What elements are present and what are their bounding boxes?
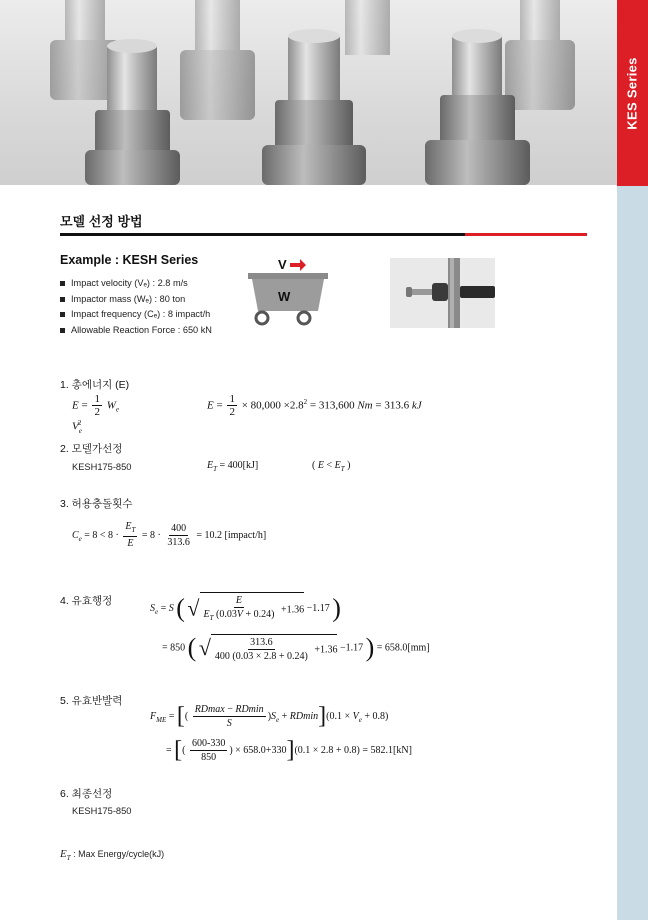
arrow-right-icon <box>290 259 306 271</box>
step-1-heading: 1. 총에너지 (E) <box>60 379 130 391</box>
list-item: Impactor mass (Wₑ) : 80 ton <box>60 292 212 308</box>
bullet-square-icon <box>60 328 65 333</box>
step-6-heading: 6. 최종선정 <box>60 788 113 800</box>
bullet-square-icon <box>60 297 65 302</box>
hero-product-photo <box>0 0 617 185</box>
weight-label: W <box>278 289 291 304</box>
kinetic-energy-calc: E = $\frac{1}{2}$ × $80,000 \times 2.8^2 = 313,600$ Nm = 313.6 kJ <box>207 393 422 418</box>
step-3-heading: 3. 허용충돌횟수 <box>60 498 133 510</box>
final-model: KESH175-850 <box>72 806 132 816</box>
cart-diagram <box>244 255 334 327</box>
reaction-force-formula: $F_{ME}$ = [( $\frac{RDmax - RDmin}{S}$ )$S_e + RDmin](0.1 \times V_e + 0.8)$ <box>150 703 389 729</box>
wheel-icon <box>298 312 310 324</box>
spec-list <box>60 276 212 338</box>
footnote: $E_T$ : Max Energy/cycle(kJ) <box>60 848 165 862</box>
shock-absorber-photo <box>0 0 617 185</box>
sidebar-tab-label <box>617 0 648 186</box>
series-label: KES Series <box>625 56 640 130</box>
list-item: Impact velocity (Vₑ) : 2.8 m/s <box>60 276 212 292</box>
mounted-unit-photo <box>390 258 495 328</box>
title-rule <box>60 233 465 236</box>
list-item: Impact frequency (Cₑ) : 8 impact/h <box>60 307 212 323</box>
step-5-heading: 5. 유효반발력 <box>60 695 123 707</box>
model-candidate: KESH175-850 <box>72 462 132 472</box>
rated-energy: $E_T = 400[kJ]$ <box>207 460 259 473</box>
step-2-heading: 2. 모델가선정 <box>60 443 123 455</box>
cart-lid <box>248 273 328 279</box>
velocity-label: V <box>278 257 287 272</box>
stroke-calc: = 850 ( √ $\frac{313.6}{400 (0.03 \times 2.8 + 0.24)}$ +1.36 −1.17 ) = 658.0[mm] <box>162 633 430 662</box>
title-rule-accent <box>465 233 587 236</box>
stroke-formula: $S_e = S$ ( √ $\frac{E}{E_T (0.03V + 0.24)}$ +1.36 −1.17 ) <box>150 592 341 625</box>
kinetic-energy-formula: E = $\frac{1}{2}$ $W_e$ $V_e^2$ <box>72 393 119 435</box>
bullet-square-icon <box>60 281 65 286</box>
example-title: Example : KESH Series <box>60 253 199 267</box>
energy-condition: ( $E < E_T$ ) <box>312 460 351 473</box>
step-4-heading: 4. 유효행정 <box>60 595 113 607</box>
shock-absorber-icon <box>390 258 495 328</box>
list-item: Allowable Reaction Force : 650 kN <box>60 323 212 339</box>
wheel-icon <box>256 312 268 324</box>
reaction-force-calc: = [( $\frac{600-330}{850}$ ) × 658.0+330](0.1 × 2.8 + 0.8) = 582.1[kN] <box>166 737 412 763</box>
bullet-square-icon <box>60 312 65 317</box>
impact-frequency-formula: $C_e = 8 < 8$ · $\frac{E_T}{E}$ = 8 · $\frac{400}{313.6}$ = 10.2 [impact/h] <box>72 521 267 549</box>
section-title: 모델 선정 방법 <box>60 214 143 229</box>
